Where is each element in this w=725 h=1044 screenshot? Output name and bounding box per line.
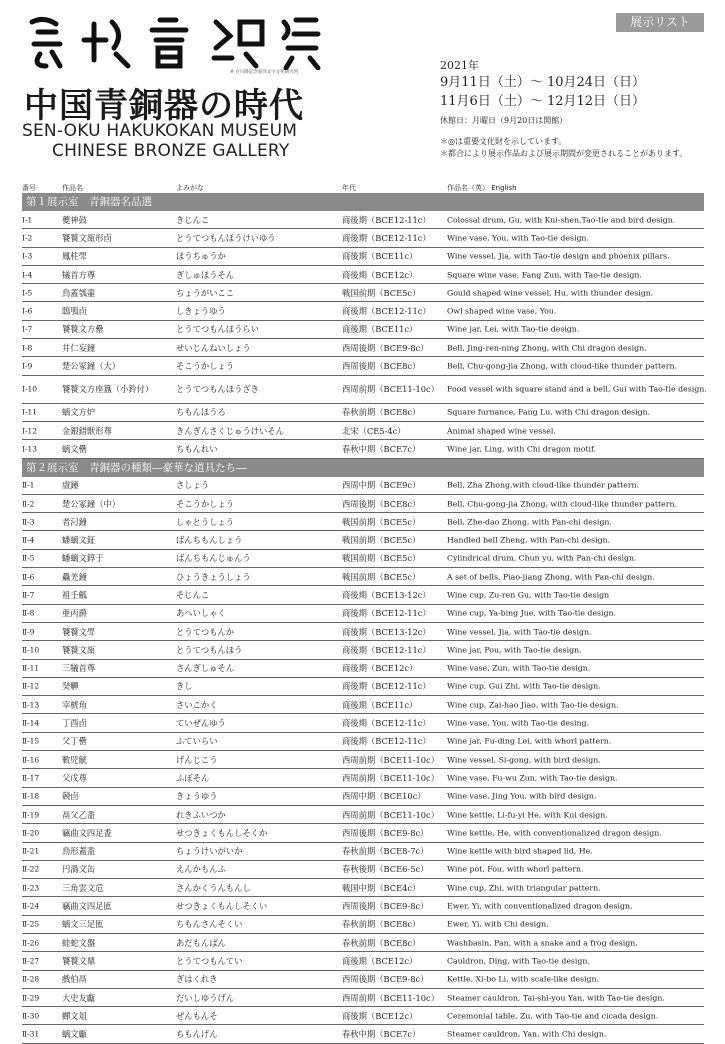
item-name: 犠首方尊 (62, 269, 96, 280)
section-header: 第１展示室 青銅器名品選 (22, 193, 704, 211)
item-english: Steamer cauldron, Tai-shi-you Yan, with Tao-tie design. (447, 993, 665, 1003)
item-reading: ぜんもんそ (176, 1010, 218, 1021)
item-name: 祖壬觚 (62, 589, 87, 600)
item-reading: きし (176, 681, 193, 692)
item-name: 虘鐘 (62, 480, 79, 491)
item-name: 丁酉卣 (62, 718, 87, 729)
item-number: Ⅱ-18 (22, 791, 40, 801)
item-number: Ⅱ-22 (22, 864, 40, 874)
item-number: Ⅰ-12 (22, 426, 38, 436)
item-number: Ⅱ-17 (22, 773, 40, 783)
item-name: 饕餮文方座簋（小鈴付） (62, 384, 154, 395)
item-era: 春秋前期（BCE8c） (342, 937, 421, 948)
item-name: 戲伯鬲 (62, 974, 87, 985)
item-number: Ⅰ-13 (22, 444, 38, 454)
item-era: 商後期（BCE13-12c） (342, 589, 431, 600)
table-row (22, 339, 704, 357)
item-era: 西周後期（BCE8c） (342, 498, 421, 509)
item-english: A set of bells, Piao-jiang Zhong, with Pan-chi design. (447, 572, 655, 582)
item-reading: そこうかしょう (176, 498, 235, 509)
item-reading: さんかくうんもんし (176, 882, 251, 893)
item-english: Owl shaped wine vase, You. (447, 306, 557, 316)
item-era: 商後期（BCE12-11c） (342, 214, 431, 225)
item-number: Ⅰ-4 (22, 270, 33, 280)
item-name: 三犠首尊 (62, 663, 96, 674)
table-row (22, 229, 704, 247)
table-row (22, 751, 704, 769)
item-era: 春秋前期（BCE8c） (342, 407, 421, 418)
item-name: 竊曲文四足盉 (62, 827, 112, 838)
table-row (22, 623, 704, 641)
item-era: 商後期（BCE11c） (342, 324, 418, 335)
item-reading: えんかもんふ (176, 864, 226, 875)
table-row (22, 971, 704, 989)
item-reading: ふぼそん (176, 772, 210, 783)
item-era: 商後期（BCE11c） (342, 251, 418, 262)
item-name: 竊曲文四足匜 (62, 901, 112, 912)
table-row (22, 321, 704, 339)
item-number: Ⅱ-23 (22, 883, 40, 893)
item-reading: とうてつもんてい (176, 955, 243, 966)
item-name: 父丁罍 (62, 736, 87, 747)
item-reading: せいじんねいしょう (176, 342, 251, 353)
table-row (22, 934, 704, 952)
item-english: Bell, Zhe-dao Zhong, with Pan-chi design. (447, 517, 612, 527)
notes (440, 136, 687, 160)
exhibit-list-badge: 展示リスト (616, 13, 704, 32)
item-english: Handled bell Zheng, with Pan-chi design. (447, 535, 611, 545)
item-era: 春秋中期（BCE7c） (342, 1029, 421, 1040)
item-english: Cylindrical drum, Chun yu, with Pan-chi design. (447, 553, 637, 563)
item-era: 西周前期（BCE11-10c） (342, 809, 440, 820)
table-row (22, 248, 704, 266)
table-row (22, 440, 704, 458)
item-number: Ⅱ-3 (22, 517, 35, 527)
item-number: Ⅰ-2 (22, 233, 33, 243)
item-number: Ⅰ-6 (22, 306, 33, 316)
table-row (22, 641, 704, 659)
item-era: 春秋前期（BCE8-7c） (342, 846, 429, 857)
column-headers (22, 183, 704, 193)
item-english: Wine cup, Gui Zhi, with Tao-tie design. (447, 681, 601, 691)
table-row (22, 284, 704, 302)
item-name: 宰椃角 (62, 699, 87, 710)
title-english-museum: SEN-OKU HAKUKOKAN MUSEUM (22, 121, 298, 141)
table-row (22, 211, 704, 229)
item-reading: きじんこ (176, 214, 210, 225)
item-era: 商後期（BCE12-11c） (342, 718, 431, 729)
item-reading: とうてつもんほう (176, 644, 243, 655)
item-name: 競卣 (62, 791, 79, 802)
item-english: Colossal drum, Gu, with Kui-shen,Tao-tie and bird design. (447, 215, 676, 225)
item-english: Wine jar, Pou, with Tao-tie design. (447, 645, 582, 655)
item-english: Wine vessel, Jia, with Tao-tie design. (447, 627, 592, 637)
item-number: Ⅱ-8 (22, 608, 35, 618)
item-english: Bell, Jing-ren-ning Zhong, with Chi dragon design. (447, 343, 647, 353)
item-english: Ceremonial table, Zu, with Tao-tie and cicada design. (447, 1011, 659, 1021)
item-english: Wine vessel, Jia, with Tao-tie design and phoenix pillars. (447, 251, 670, 261)
item-era: 春秋後期（BCE6-5c） (342, 864, 429, 875)
header-era: 年代 (342, 184, 356, 192)
item-reading: とうてつもんか (176, 626, 235, 637)
item-era: 西周後期（BCE9-8c） (342, 974, 429, 985)
item-english: Wine vase, Jing You, with bird design. (447, 791, 597, 801)
item-era: 戦国前期（BCE5c） (342, 535, 421, 546)
item-reading: さしょう (176, 480, 210, 491)
item-name: 癸觶 (62, 681, 79, 692)
exhibition-year: 2021年 (440, 59, 479, 72)
item-name: 金銀錯獣形尊 (62, 425, 112, 436)
item-reading: れきふいつか (176, 809, 226, 820)
item-name: 円渦文缶 (62, 864, 96, 875)
item-number: Ⅱ-12 (22, 681, 40, 691)
item-name: 鳥蓋瓠壷 (62, 287, 96, 298)
item-number: Ⅱ-24 (22, 901, 40, 911)
item-name: 饕餮文鼎 (62, 955, 96, 966)
item-reading: せつきょくもんしそくか (176, 827, 268, 838)
item-english: Wine kettle with bird shaped lid, He. (447, 846, 593, 856)
table-row (22, 806, 704, 824)
item-era: 西周前期（BCE11-10c） (342, 384, 440, 395)
exhibit-table (22, 193, 707, 1044)
table-row (22, 788, 704, 806)
item-era: 春秋中期（BCE7c） (342, 443, 421, 454)
item-english: Ewer, Yi, with conventionalized dragon design. (447, 901, 633, 911)
item-reading: ばんちもんしょう (176, 535, 243, 546)
item-number: Ⅱ-2 (22, 499, 35, 508)
item-english: Cauldron, Ding, with Tao-tie design. (447, 956, 590, 966)
item-number: Ⅰ-9 (22, 361, 33, 371)
item-number: Ⅱ-25 (22, 919, 40, 929)
item-reading: とうてつもんほうざき (176, 384, 259, 395)
item-name: 大史友甗 (62, 992, 96, 1003)
item-english: Bell, Zha Zhong,with cloud-like thunder pattern. (447, 480, 640, 490)
item-english: Wine vase, Zun, with Tao-tie design. (447, 663, 591, 673)
item-reading: ぎはくれき (176, 974, 218, 985)
section-header: 第２展示室 青銅器の種類―豪華な道具たち― (22, 459, 704, 477)
seal-script-logo (26, 14, 326, 70)
item-reading: ちもんれい (176, 443, 218, 454)
item-number: Ⅱ-10 (22, 645, 40, 655)
item-name: 鬲父乙盉 (62, 809, 96, 820)
item-english: Wine vessel, Si-gong, with bird design. (447, 755, 601, 765)
item-era: 商後期（BCE12-11c） (342, 736, 431, 747)
item-era: 戦国中期（BCE4c） (342, 882, 421, 893)
item-era: 商後期（BCE12-11c） (342, 681, 431, 692)
item-reading: ちょうけいがいか (176, 846, 243, 857)
table-row (22, 897, 704, 915)
table-row (22, 568, 704, 586)
item-number: Ⅱ-5 (22, 553, 35, 563)
item-number: Ⅰ-10 (22, 384, 38, 394)
item-english: Wine cup, Zu-ren Gu, with Tao-tie design (447, 590, 610, 600)
item-era: 戦国前期（BCE5c） (342, 571, 421, 582)
item-name: 驫羌鐘 (62, 571, 87, 582)
item-era: 西周中期（BCE9c） (342, 480, 421, 491)
item-english: Bell, Chu-gong-jia Zhong, with cloud-like thunder pattern. (447, 361, 677, 371)
item-english: Wine cup, Zhi, with triangular pattern. (447, 883, 601, 893)
item-name: 饕餮文方罍 (62, 324, 104, 335)
item-era: 北宋（CE5-4c） (342, 425, 406, 436)
item-english: Kettle, Xi-bo Li, with scale-like design. (447, 974, 599, 984)
item-english: Wine kettle, Li-fu-yi He, with Kui design. (447, 810, 608, 820)
title-japanese: 中国青銅器の時代 (24, 86, 304, 126)
item-english: Wine vase, Fu-wu Zun, with Tao-tie design. (447, 773, 618, 783)
table-row (22, 916, 704, 934)
item-english: Square wine vase, Fang Zun, with Tao-tie design. (447, 270, 642, 280)
item-name: 饕餮文瓿 (62, 644, 96, 655)
item-number: Ⅱ-9 (22, 627, 35, 637)
item-era: 春秋前期（BCE8c） (342, 919, 421, 930)
item-era: 西周前期（BCE11-10c） (342, 772, 440, 783)
item-name: 井仁妄鐘 (62, 342, 96, 353)
item-english: Wine jar, Ling, with Chi dragon motif. (447, 444, 597, 454)
header-name: 作品名 (62, 184, 83, 192)
item-number: Ⅱ-13 (22, 700, 40, 710)
item-name: 饕餮文瓿形卣 (62, 232, 112, 243)
item-name: 螭文甗 (62, 1029, 87, 1040)
seal-credit: ※ 白川静記念東洋文字文化研究所 (230, 70, 299, 75)
item-era: 商後期（BCE12c） (342, 1010, 418, 1021)
item-number: Ⅰ-3 (22, 251, 33, 261)
item-english: Wine vase, You, with Tao-tie design. (447, 233, 589, 243)
table-row (22, 696, 704, 714)
table-row (22, 550, 704, 568)
table-row (22, 495, 704, 513)
item-reading: ひょうきょうしょう (176, 571, 251, 582)
table-row (22, 1025, 704, 1043)
header-english: 作品名（英） English (447, 184, 517, 192)
item-number: Ⅱ-27 (22, 956, 40, 966)
item-name: 螭文三足匜 (62, 919, 104, 930)
item-number: Ⅱ-14 (22, 718, 40, 728)
table-row (22, 824, 704, 842)
item-reading: そこうかしょう (176, 361, 235, 372)
item-name: 父戊尊 (62, 772, 87, 783)
item-english: Wine vase, You, with Tao-tie desing. (447, 718, 589, 728)
item-name: 蟠螭文錞于 (62, 553, 104, 564)
item-english: Wine pot, Fou, with whorl pattern. (447, 864, 584, 874)
item-reading: せつきょくもんしそくい (176, 901, 268, 912)
item-english: Wine cup, Ya-bing Jue, with Tao-tie design. (447, 608, 617, 618)
header-reading: よみがな (176, 184, 204, 192)
table-row (22, 357, 704, 375)
item-name: 蛙蛇文盤 (62, 937, 96, 948)
item-english: Square furnance, Fang Lu, with Chi dragon design. (447, 407, 651, 417)
item-era: 西周後期（BCE8c） (342, 361, 421, 372)
item-reading: とうてつもんほうらい (176, 324, 259, 335)
item-english: Gould shaped wine vessel, Hu, with thunder design. (447, 288, 654, 298)
item-era: 商後期（BCE12-11c） (342, 232, 431, 243)
item-era: 商後期（BCE12c） (342, 663, 418, 674)
item-reading: ていぜんゆう (176, 718, 226, 729)
item-number: Ⅱ-31 (22, 1029, 40, 1039)
exhibition-period-1: 9月11日（土）～ 10月24日（日） (440, 75, 646, 90)
item-name: 蟠螭文鉦 (62, 535, 96, 546)
item-reading: ちもんほうろ (176, 407, 226, 418)
note-2: ＊都合により展示作品および展示期間が変更されることがあります。 (440, 149, 688, 158)
table-row (22, 376, 707, 404)
item-reading: ちもんげん (176, 1029, 218, 1040)
note-1: ＊◎は重要文化財を示しています。 (440, 137, 567, 146)
item-reading: さんぎしゅそん (176, 663, 235, 674)
item-english: Food vessel with square stand and a bell, Gui with Tao-tie design. (447, 384, 707, 394)
table-row (22, 714, 704, 732)
item-number: Ⅱ-29 (22, 993, 40, 1003)
item-english: Wine jar, Lei, with Tao-tie design. (447, 324, 580, 334)
item-number: Ⅰ-1 (22, 215, 33, 225)
table-row (22, 586, 704, 604)
item-name: 亜丙爵 (62, 608, 87, 619)
item-name: 螭文罍 (62, 443, 87, 454)
table-row (22, 678, 704, 696)
table-row (22, 769, 704, 787)
table-row (22, 989, 704, 1007)
item-era: 西周前期（BCE11-10c） (342, 992, 440, 1003)
item-name: 楚公冢鐘（大） (62, 361, 121, 372)
table-row (22, 660, 704, 678)
item-name: 鳳柱斝 (62, 251, 87, 262)
item-name: 者汈鐘 (62, 516, 87, 527)
item-era: 商後期（BCE12-11c） (342, 644, 431, 655)
item-era: 戦国前期（BCE5c） (342, 287, 421, 298)
table-row (22, 513, 704, 531)
item-era: 商後期（BCE11c） (342, 699, 418, 710)
item-reading: さいこかく (176, 699, 218, 710)
item-name: 鴟鴞卣 (62, 306, 87, 317)
item-number: Ⅱ-7 (22, 590, 35, 600)
item-era: 商後期（BCE12c） (342, 269, 418, 280)
item-era: 西周前期（BCE11-10c） (342, 754, 440, 765)
table-row (22, 531, 704, 549)
item-number: Ⅰ-5 (22, 288, 33, 298)
item-era: 西周後期（BCE9-8c） (342, 342, 429, 353)
table-row (22, 302, 704, 320)
item-reading: ふていらい (176, 736, 218, 747)
item-name: 三角雲文卮 (62, 882, 104, 893)
item-reading: ぎしゅほうそん (176, 269, 235, 280)
item-number: Ⅱ-16 (22, 755, 40, 765)
exhibition-info (440, 59, 687, 160)
item-name: 鳥形蓋盉 (62, 846, 96, 857)
item-name: 㪤兕觥 (62, 754, 87, 765)
item-reading: だいしゆうげん (176, 992, 235, 1003)
item-era: 西周後期（BCE9-8c） (342, 827, 429, 838)
item-era: 商後期（BCE12-11c） (342, 306, 431, 317)
item-english: Washbasin, Pan, with a snake and a frog design. (447, 938, 638, 948)
item-reading: あへいしゃく (176, 608, 226, 619)
item-number: Ⅱ-20 (22, 828, 40, 838)
item-english: Steamer cauldron, Yan, with Chi design. (447, 1029, 607, 1039)
item-era: 商後期（BCE12c） (342, 955, 418, 966)
item-number: Ⅱ-19 (22, 810, 40, 820)
item-number: Ⅱ-26 (22, 938, 40, 948)
table-row (22, 1007, 704, 1025)
item-number: Ⅰ-11 (22, 407, 38, 417)
item-number: Ⅱ-28 (22, 974, 40, 984)
table-row (22, 605, 704, 623)
item-reading: ばんちもんじゅんう (176, 553, 251, 564)
item-number: Ⅰ-8 (22, 343, 33, 353)
item-reading: ちもんさんそくい (176, 919, 243, 930)
item-reading: しきょうゆう (176, 306, 226, 317)
item-name: 蟬文俎 (62, 1010, 87, 1021)
item-era: 商後期（BCE13-12c） (342, 626, 431, 637)
item-number: Ⅱ-21 (22, 846, 40, 856)
item-english: Wine cup, Zai-hao Jiao, with Tao-tie design. (447, 700, 619, 710)
item-reading: きんぎんさくじゅうけいそん (176, 425, 284, 436)
item-number: Ⅱ-4 (22, 535, 35, 545)
item-era: 商後期（BCE12-11c） (342, 608, 431, 619)
item-number: Ⅱ-11 (22, 663, 40, 673)
exhibition-period-2: 11月6日（土）～ 12月12日（日） (440, 94, 646, 109)
table-row (22, 879, 704, 897)
table-row (22, 266, 704, 284)
item-name: 螭文方炉 (62, 407, 96, 418)
item-reading: あだもんばん (176, 937, 226, 948)
item-number: Ⅱ-30 (22, 1011, 40, 1021)
item-reading: げんじこう (176, 754, 218, 765)
item-era: 西周後期（BCE9-8c） (342, 901, 429, 912)
item-reading: しゃとうしょう (176, 516, 235, 527)
item-name: 楚公冢鐘（中） (62, 498, 121, 509)
title-english-gallery: CHINESE BRONZE GALLERY (52, 141, 290, 161)
item-reading: きょうゆう (176, 791, 218, 802)
item-english: Animal shaped wine vessel. (447, 426, 556, 436)
closed-days: 休館日：月曜日（9月20日は開館） (440, 116, 568, 125)
item-era: 戦国前期（BCE5c） (342, 553, 421, 564)
item-reading: そじんこ (176, 589, 210, 600)
item-reading: とうてつもんほうけいゆう (176, 232, 276, 243)
table-row (22, 733, 704, 751)
table-row (22, 861, 704, 879)
item-english: Bell, Chu-gong-jia Zhong, with cloud-like thunder pattern. (447, 499, 677, 508)
item-number: Ⅱ-15 (22, 736, 40, 746)
item-number: Ⅰ-7 (22, 324, 33, 334)
item-era: 戦国前期（BCE5c） (342, 516, 421, 527)
item-reading: ほうちゅうか (176, 251, 226, 262)
item-era: 西周中期（BCE10c） (342, 791, 426, 802)
table-row (22, 422, 704, 440)
item-number: Ⅱ-6 (22, 572, 35, 582)
item-english: Wine jar, Fu-ding Lei, with whorl pattern. (447, 736, 612, 746)
table-row (22, 952, 704, 970)
table-row (22, 843, 704, 861)
table-row (22, 477, 704, 495)
item-name: 夔神鼓 (62, 214, 87, 225)
header-num: 番号 (22, 184, 36, 192)
item-english: Wine kettle, He, with conventionalized dragon design. (447, 828, 662, 838)
item-reading: ちょうがいここ (176, 287, 235, 298)
item-number: Ⅱ-1 (22, 480, 35, 490)
item-english: Ewer, Yi, with Chi design. (447, 919, 549, 929)
table-row (22, 404, 704, 422)
item-name: 饕餮文斝 (62, 626, 96, 637)
